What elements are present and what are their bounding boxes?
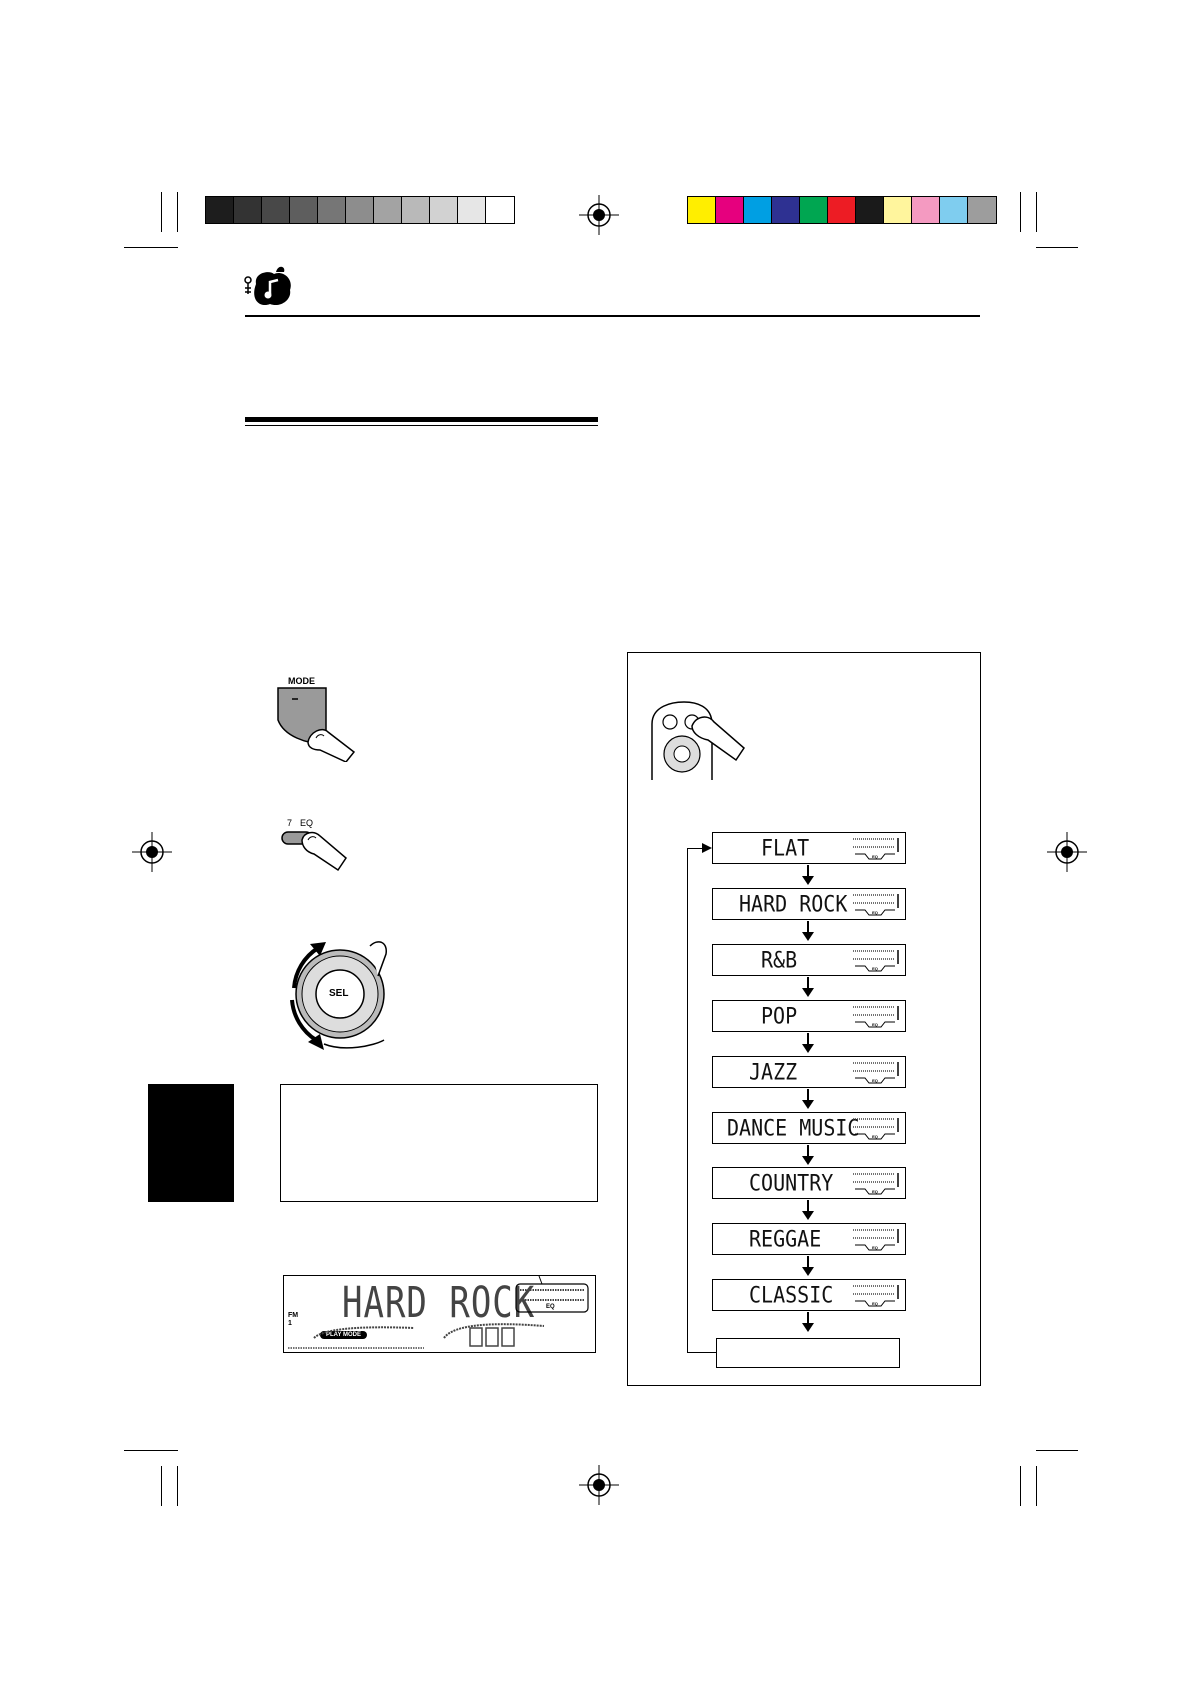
color-swatch [940, 197, 968, 223]
crop-mark [161, 192, 162, 232]
music-note-icon [240, 264, 298, 308]
eq-curve-icon [851, 892, 901, 918]
remote-control-icon [648, 700, 748, 784]
eq-mode-label: CLASSIC [749, 1281, 834, 1309]
lcd-display [283, 1275, 596, 1353]
eq-mode-box [712, 888, 906, 920]
eq-button-number: 7 [287, 818, 293, 828]
eq-mode-box [712, 1279, 906, 1311]
gray-swatch [486, 197, 514, 223]
gray-swatch [234, 197, 262, 223]
eq-curve-icon [851, 836, 901, 862]
registration-mark [579, 195, 619, 235]
gray-swatch [430, 197, 458, 223]
color-swatch [716, 197, 744, 223]
down-arrow-icon [807, 1145, 809, 1163]
eq-mode-label: HARD ROCK [739, 890, 848, 918]
color-swatch [688, 197, 716, 223]
color-calibration-bar [687, 196, 997, 224]
eq-mode-label: COUNTRY [749, 1169, 834, 1197]
dial-label: SEL [329, 988, 349, 999]
eq-curve-icon [851, 1227, 901, 1253]
color-swatch [772, 197, 800, 223]
eq-mode-label: POP [761, 1002, 798, 1030]
mode-button-icon [266, 672, 356, 762]
svg-text:EQ: EQ [872, 854, 878, 859]
eq-mode-label: REGGAE [749, 1225, 822, 1253]
crop-mark [1036, 192, 1037, 232]
crop-mark [1020, 1466, 1021, 1506]
eq-mode-label: JAZZ [749, 1058, 798, 1086]
crop-mark [124, 247, 178, 248]
gray-swatch [318, 197, 346, 223]
svg-text:EQ: EQ [872, 1301, 878, 1306]
down-arrow-icon [807, 1089, 809, 1107]
lcd-play-mode-badge: PLAY MODE [320, 1331, 367, 1339]
eq-curve-icon [851, 1060, 901, 1086]
note-box [280, 1084, 598, 1202]
eq-mode-box [712, 1223, 906, 1255]
gray-swatch [374, 197, 402, 223]
gray-swatch [290, 197, 318, 223]
svg-text:EQ: EQ [872, 1134, 878, 1139]
color-swatch [968, 197, 996, 223]
eq-curve-icon [851, 948, 901, 974]
down-arrow-icon [807, 921, 809, 939]
registration-mark [579, 1465, 619, 1505]
color-swatch [800, 197, 828, 223]
svg-text:EQ: EQ [872, 1189, 878, 1194]
lcd-main-text: HARD ROCK [342, 1278, 536, 1328]
svg-text:EQ: EQ [872, 1245, 878, 1250]
crop-mark [1036, 1450, 1078, 1451]
down-arrow-icon [807, 1312, 809, 1330]
eq-sequence-final-box [716, 1338, 900, 1368]
mode-button-label: MODE [288, 676, 315, 686]
down-arrow-icon [807, 977, 809, 995]
color-swatch [912, 197, 940, 223]
eq-mode-box [712, 944, 906, 976]
mode-button-illustration [266, 672, 356, 762]
eq-curve-icon [851, 1171, 901, 1197]
gray-swatch [346, 197, 374, 223]
lcd-preset: 1 [288, 1320, 292, 1327]
eq-mode-box [712, 1112, 906, 1144]
color-swatch [884, 197, 912, 223]
eq-mode-box [712, 1056, 906, 1088]
eq-curve-icon [851, 1116, 901, 1142]
eq-mode-label: R&B [761, 946, 798, 974]
crop-mark [177, 1466, 178, 1506]
svg-text:EQ: EQ [872, 910, 878, 915]
registration-mark [132, 832, 172, 872]
header-rule [245, 315, 980, 317]
crop-mark [161, 1466, 162, 1506]
eq-button-label: EQ [300, 818, 314, 828]
section-title-underline-thin [245, 425, 598, 426]
svg-text:EQ: EQ [872, 966, 878, 971]
eq-mode-box [712, 1000, 906, 1032]
down-arrow-icon [807, 1033, 809, 1051]
gray-swatch [262, 197, 290, 223]
eq-mode-label: DANCE MUSIC [727, 1114, 860, 1142]
color-swatch [856, 197, 884, 223]
down-arrow-icon [807, 865, 809, 883]
gray-swatch [402, 197, 430, 223]
lcd-eq-indicator: EQ [546, 1304, 555, 1310]
crop-mark [1020, 192, 1021, 232]
eq-button-illustration [278, 818, 358, 880]
crop-mark [1036, 247, 1078, 248]
down-arrow-icon [807, 1256, 809, 1274]
svg-text:EQ: EQ [872, 1078, 878, 1083]
down-arrow-icon [807, 1200, 809, 1218]
loop-line-bottom [687, 1352, 716, 1353]
crop-mark [124, 1450, 178, 1451]
eq-mode-label: FLAT [761, 834, 810, 862]
eq-curve-icon [851, 1004, 901, 1030]
section-title-underline [245, 417, 598, 422]
gray-swatch [206, 197, 234, 223]
eq-mode-box [712, 832, 906, 864]
registration-mark [1047, 832, 1087, 872]
color-swatch [828, 197, 856, 223]
loop-arrow-icon [702, 843, 714, 855]
gray-swatch [458, 197, 486, 223]
lcd-band: FM [288, 1312, 299, 1319]
crop-mark [177, 192, 178, 232]
svg-text:EQ: EQ [872, 1022, 878, 1027]
eq-button-icon [278, 818, 358, 880]
eq-mode-box [712, 1167, 906, 1199]
grayscale-calibration-bar [205, 196, 515, 224]
language-side-tab [148, 1084, 234, 1202]
loop-line-vertical [687, 848, 688, 1353]
eq-curve-icon [851, 1283, 901, 1309]
crop-mark [1036, 1466, 1037, 1506]
color-swatch [744, 197, 772, 223]
control-dial-illustration [274, 936, 414, 1056]
